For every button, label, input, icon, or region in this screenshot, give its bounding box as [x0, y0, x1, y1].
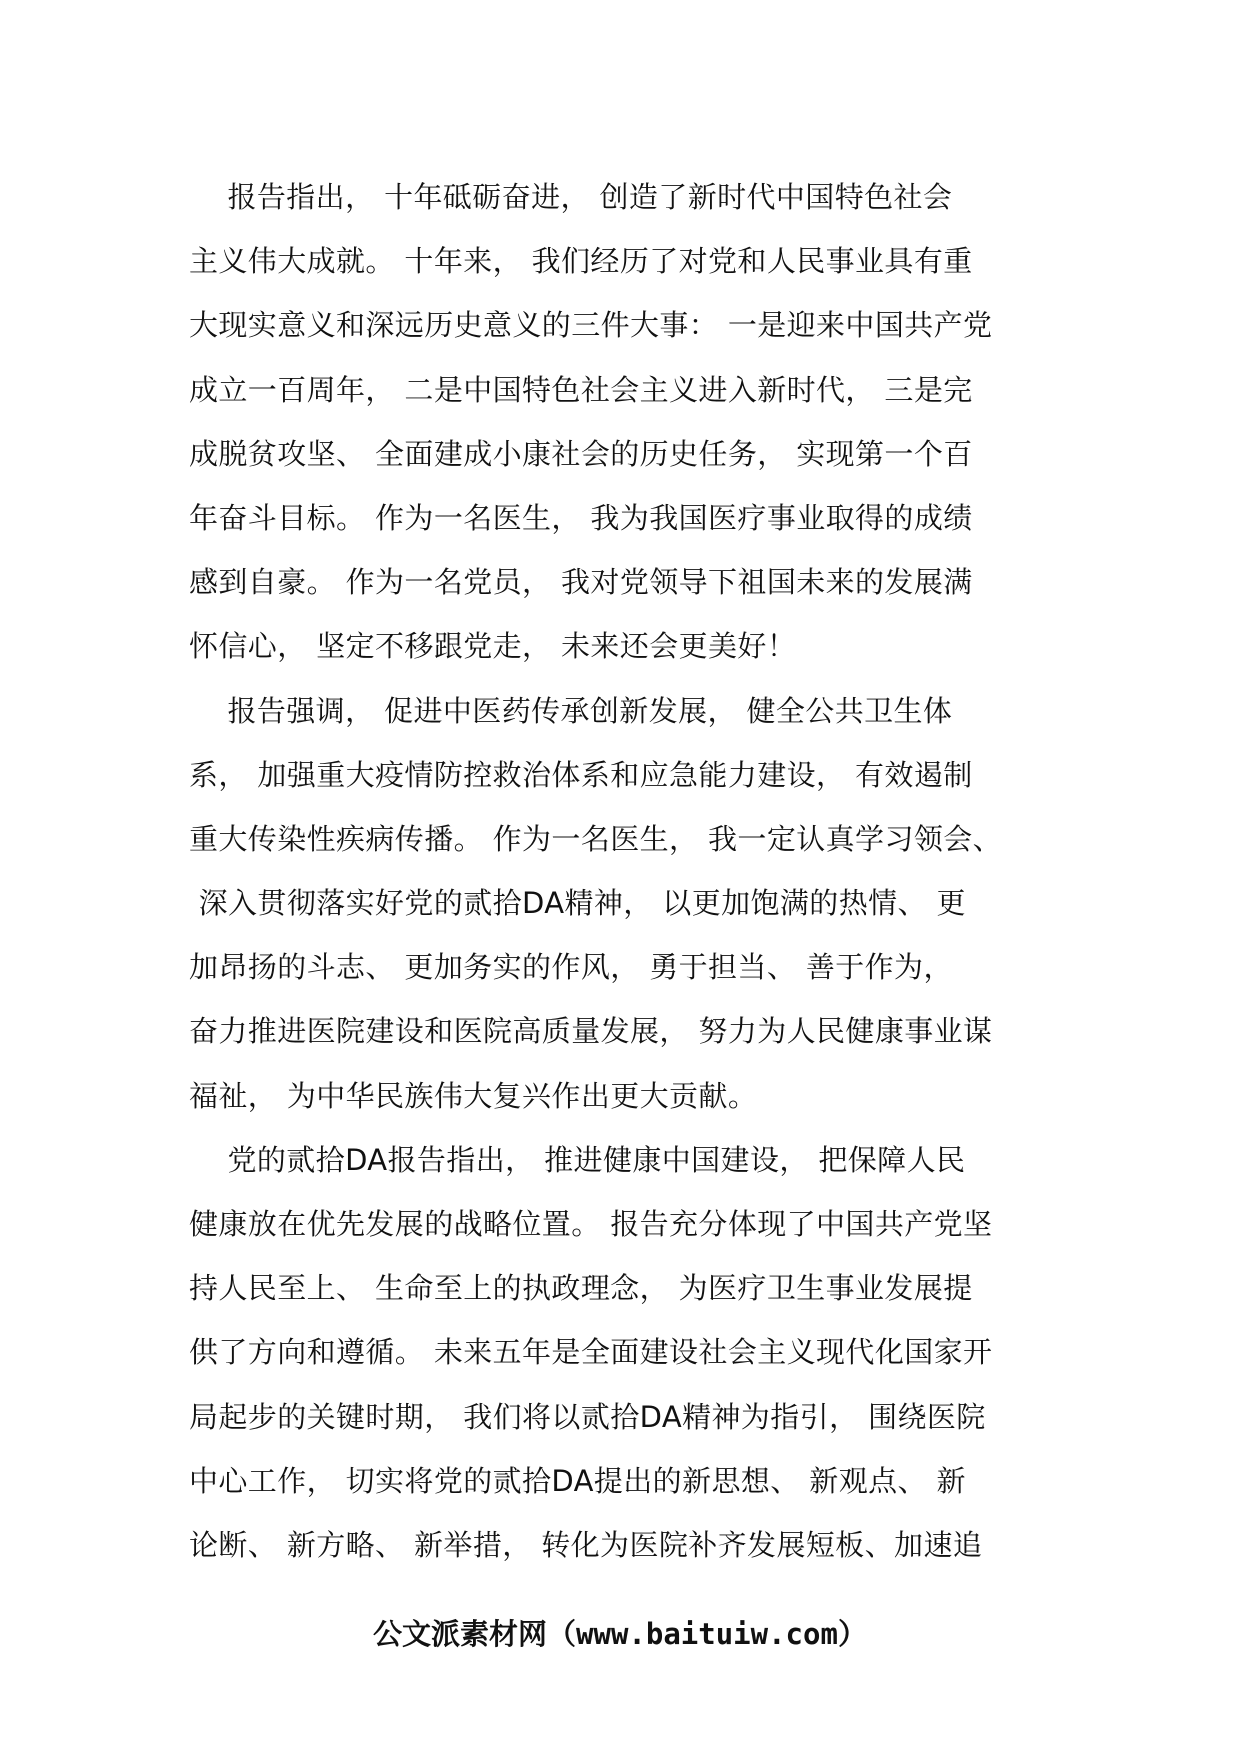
- text-line: 深入贯彻落实好党的贰拾DA精神， 以更加饱满的热情、 更: [189, 886, 966, 921]
- text-line: 成脱贫攻坚、 全面建成小康社会的历史任务， 实现第一个百: [189, 436, 973, 471]
- text-line: 加昂扬的斗志、 更加务实的作风， 勇于担当、 善于作为，: [189, 950, 953, 985]
- text-line: 持人民至上、 生命至上的执政理念， 为医疗卫生事业发展提: [189, 1271, 973, 1306]
- text-line: 福祉， 为中华民族伟大复兴作出更大贡献。: [189, 1078, 758, 1113]
- text-line: 系， 加强重大疫情防控救治体系和应急能力建设， 有效遏制: [189, 757, 973, 792]
- body-text: [189, 165, 1049, 1577]
- text-line: 党的贰拾DA报告指出， 推进健康中国建设， 把保障人民: [189, 1142, 966, 1177]
- text-line: 报告强调， 促进中医药传承创新发展， 健全公共卫生体: [189, 693, 953, 728]
- text-line: 成立一百周年， 二是中国特色社会主义进入新时代， 三是完: [189, 372, 973, 407]
- text-line: 局起步的关键时期， 我们将以贰拾DA精神为指引， 围绕医院: [189, 1399, 986, 1434]
- text-line: 奋力推进医院建设和医院高质量发展， 努力为人民健康事业谋: [189, 1014, 993, 1049]
- text-line: 大现实意义和深远历史意义的三件大事： 一是迎来中国共产党: [189, 308, 993, 343]
- text-line: 怀信心， 坚定不移跟党走， 未来还会更美好！: [189, 629, 797, 664]
- text-line: 报告指出， 十年砥砺奋进， 创造了新时代中国特色社会: [189, 180, 953, 214]
- text-line: 中心工作， 切实将党的贰拾DA提出的新思想、 新观点、 新: [189, 1463, 966, 1498]
- text-line: 供了方向和遵循。 未来五年是全面建设社会主义现代化国家开: [189, 1335, 993, 1370]
- text-line: 健康放在优先发展的战略位置。 报告充分体现了中国共产党坚: [189, 1207, 993, 1241]
- text-line: 重大传染性疾病传播。 作为一名医生， 我一定认真学习领会、: [189, 821, 1003, 856]
- footer-watermark: 公文派素材网（www.baituiw.com）: [373, 1617, 867, 1651]
- text-line: 感到自豪。 作为一名党员， 我对党领导下祖国未来的发展满: [189, 565, 973, 600]
- text-line: 论断、 新方略、 新举措， 转化为医院补齐发展短板、加速追: [189, 1527, 983, 1562]
- text-line: 年奋斗目标。 作为一名医生， 我为我国医疗事业取得的成绩: [189, 500, 973, 535]
- text-line: 主义伟大成就。 十年来， 我们经历了对党和人民事业具有重: [189, 244, 973, 279]
